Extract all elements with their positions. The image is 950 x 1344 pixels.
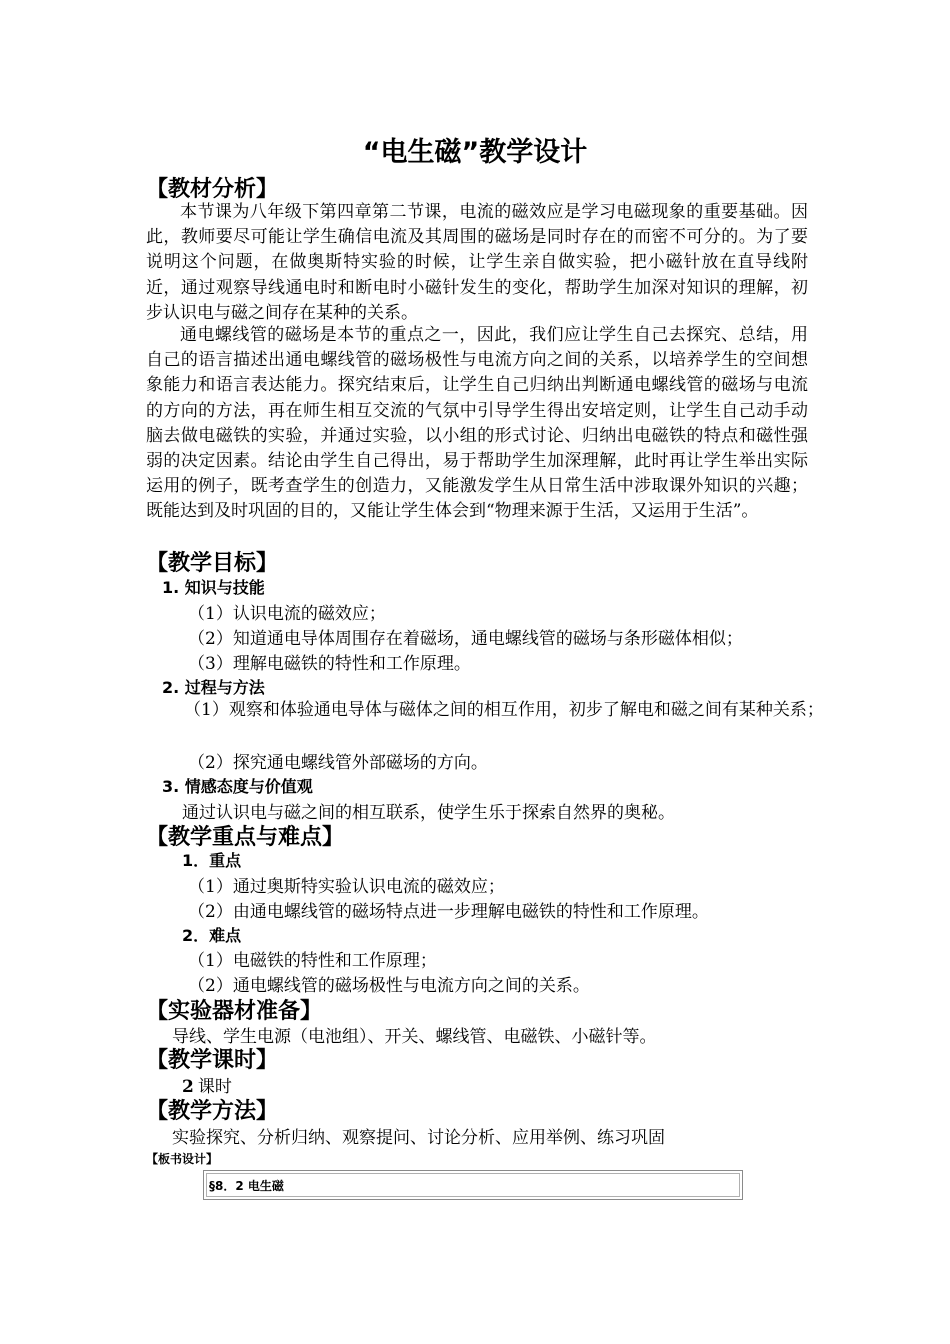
equipment-text: 导线、学生电源（电池组）、开关、螺线管、电磁铁、小磁针等。 xyxy=(172,1027,657,1047)
section-heading-analysis: 【教材分析】 xyxy=(146,177,279,202)
goal-3-title: 3. 情感态度与价值观 xyxy=(162,777,313,796)
section-heading-equipment: 【实验器材准备】 xyxy=(146,999,323,1024)
hours-number: 2 xyxy=(182,1077,194,1097)
goal-2-title: 2. 过程与方法 xyxy=(162,678,265,697)
board-design-text: §8．2 电生磁 xyxy=(209,1179,284,1193)
goal-1-item-2: （2）知道通电导体周围存在着磁场，通电螺线管的磁场与条形磁体相似； xyxy=(188,629,743,649)
analysis-paragraph-1: 本节课为八年级下第四章第二节课，电流的磁效应是学习电磁现象的重要基础。因此，教师要尽可能让学生确信电流及其周围的磁场是同时存在的而密不可分的。为了要说明这个问题，在做奥斯特实验的时候，让学生亲自做实验，把小磁针放在直导线附近，通过观察导线通电时和断电时小磁针发生的变化，帮助学生加深对知识的理解，初步认识电与磁之间存在某种的关系。 xyxy=(146,202,808,323)
keypoint-2-item-2: （2）通电螺线管的磁场极性与电流方向之间的关系。 xyxy=(188,976,590,996)
goal-1-item-3: （3）理解电磁铁的特性和工作原理。 xyxy=(188,654,471,674)
methods-text: 实验探究、分析归纳、观察提问、讨论分析、应用举例、练习巩固 xyxy=(172,1128,665,1148)
section-heading-goals: 【教学目标】 xyxy=(146,551,279,576)
page-title: “电生磁”教学设计 xyxy=(362,137,588,168)
board-design-inner-border xyxy=(206,1173,740,1197)
analysis-paragraph-2: 通电螺线管的磁场是本节的重点之一，因此，我们应让学生自己去探究、总结，用自己的语言描述出通电螺线管的磁场极性与电流方向之间的关系，以培养学生的空间想象能力和语言表达能力。探究结束后，让学生自己归纳出判断通电螺线管的磁场与电流的方向的方法，再在师生相互交流的气氛中引导学生得出安培定则，让学生自己动手动脑去做电磁铁的实验，并通过实验，以小组的形式讨论、归纳出电磁铁的特点和磁性强弱的决定因素。结论由学生自己得出，易于帮助学生加深理解，此时再让学生举出实际运用的例子，既考查学生的创造力，又能激发学生从日常生活中涉取课外知识的兴趣；既能达到及时巩固的目的，又能让学生体会到“物理来源于生活，又运用于生活”。 xyxy=(146,325,808,522)
keypoint-1-item-1: （1）通过奥斯特实验认识电流的磁效应； xyxy=(188,877,505,897)
section-heading-hours: 【教学课时】 xyxy=(146,1048,279,1073)
section-heading-keypoints: 【教学重点与难点】 xyxy=(146,825,345,850)
goal-1-item-1: （1）认识电流的磁效应； xyxy=(188,604,386,624)
board-design-box xyxy=(203,1170,743,1200)
goal-2-item-1: （1）观察和体验通电导体与磁体之间的相互作用，初步了解电和磁之间有某种关系； xyxy=(184,700,824,720)
keypoint-1-title: 1．重点 xyxy=(182,851,242,870)
keypoint-2-item-1: （1）电磁铁的特性和工作原理； xyxy=(188,951,437,971)
keypoint-2-title: 2．难点 xyxy=(182,926,242,945)
section-heading-methods: 【教学方法】 xyxy=(146,1099,279,1124)
keypoint-1-item-2: （2）由通电螺线管的磁场特点进一步理解电磁铁的特性和工作原理。 xyxy=(188,902,709,922)
hours-unit: 课时 xyxy=(197,1077,232,1097)
goal-2-item-2: （2）探究通电螺线管外部磁场的方向。 xyxy=(188,753,488,773)
goal-3-text: 通过认识电与磁之间的相互联系，使学生乐于探索自然界的奥秘。 xyxy=(182,803,675,823)
goal-1-title: 1. 知识与技能 xyxy=(162,578,265,597)
section-heading-board: 【板书设计】 xyxy=(146,1152,219,1166)
